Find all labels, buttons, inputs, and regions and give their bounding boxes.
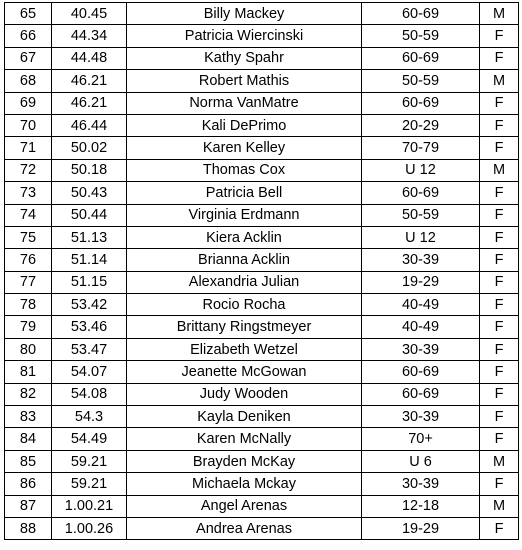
name-cell: Kali DePrimo	[127, 114, 362, 136]
name-cell: Brittany Ringstmeyer	[127, 316, 362, 338]
table-row	[5, 316, 519, 338]
name-cell: Karen Kelley	[127, 137, 362, 159]
place-cell: 79	[5, 316, 52, 338]
time-cell: 46.21	[52, 70, 127, 92]
table-row	[5, 406, 519, 428]
name-cell: Kayla Deniken	[127, 406, 362, 428]
age-group-cell: 60-69	[362, 383, 480, 405]
place-cell: 81	[5, 361, 52, 383]
age-group-cell: 30-39	[362, 338, 480, 360]
name-cell: Angel Arenas	[127, 495, 362, 517]
age-group-cell: 19-29	[362, 271, 480, 293]
table-row	[5, 495, 519, 517]
table-row	[5, 226, 519, 248]
age-group-cell: 40-49	[362, 316, 480, 338]
gender-cell: F	[480, 249, 519, 271]
age-group-cell: 60-69	[362, 361, 480, 383]
gender-cell: F	[480, 361, 519, 383]
table-row	[5, 361, 519, 383]
table-row	[5, 92, 519, 114]
table-row	[5, 70, 519, 92]
table-row	[5, 294, 519, 316]
gender-cell: F	[480, 47, 519, 69]
gender-cell: M	[480, 495, 519, 517]
results-table-body	[5, 3, 519, 540]
time-cell: 53.42	[52, 294, 127, 316]
place-cell: 66	[5, 25, 52, 47]
gender-cell: F	[480, 25, 519, 47]
gender-cell: F	[480, 182, 519, 204]
gender-cell: F	[480, 294, 519, 316]
place-cell: 75	[5, 226, 52, 248]
gender-cell: F	[480, 226, 519, 248]
table-row	[5, 338, 519, 360]
name-cell: Brianna Acklin	[127, 249, 362, 271]
place-cell: 83	[5, 406, 52, 428]
time-cell: 44.34	[52, 25, 127, 47]
gender-cell: M	[480, 70, 519, 92]
race-results-table	[4, 2, 519, 540]
name-cell: Kiera Acklin	[127, 226, 362, 248]
age-group-cell: 70-79	[362, 137, 480, 159]
age-group-cell: 60-69	[362, 92, 480, 114]
time-cell: 50.44	[52, 204, 127, 226]
time-cell: 59.21	[52, 473, 127, 495]
time-cell: 50.43	[52, 182, 127, 204]
place-cell: 86	[5, 473, 52, 495]
place-cell: 78	[5, 294, 52, 316]
place-cell: 73	[5, 182, 52, 204]
gender-cell: F	[480, 383, 519, 405]
age-group-cell: 40-49	[362, 294, 480, 316]
time-cell: 1.00.26	[52, 517, 127, 539]
gender-cell: F	[480, 406, 519, 428]
place-cell: 88	[5, 517, 52, 539]
time-cell: 51.15	[52, 271, 127, 293]
name-cell: Brayden McKay	[127, 450, 362, 472]
time-cell: 54.08	[52, 383, 127, 405]
table-row	[5, 450, 519, 472]
time-cell: 54.49	[52, 428, 127, 450]
place-cell: 65	[5, 3, 52, 25]
place-cell: 71	[5, 137, 52, 159]
age-group-cell: U 12	[362, 226, 480, 248]
gender-cell: F	[480, 316, 519, 338]
table-row	[5, 137, 519, 159]
age-group-cell: 50-59	[362, 25, 480, 47]
place-cell: 76	[5, 249, 52, 271]
gender-cell: M	[480, 450, 519, 472]
age-group-cell: 30-39	[362, 473, 480, 495]
table-row	[5, 3, 519, 25]
gender-cell: F	[480, 137, 519, 159]
table-row	[5, 517, 519, 539]
place-cell: 74	[5, 204, 52, 226]
time-cell: 50.18	[52, 159, 127, 181]
name-cell: Elizabeth Wetzel	[127, 338, 362, 360]
time-cell: 53.46	[52, 316, 127, 338]
age-group-cell: 50-59	[362, 204, 480, 226]
gender-cell: M	[480, 159, 519, 181]
place-cell: 69	[5, 92, 52, 114]
time-cell: 1.00.21	[52, 495, 127, 517]
table-row	[5, 383, 519, 405]
gender-cell: F	[480, 92, 519, 114]
time-cell: 53.47	[52, 338, 127, 360]
time-cell: 54.3	[52, 406, 127, 428]
time-cell: 44.48	[52, 47, 127, 69]
place-cell: 82	[5, 383, 52, 405]
time-cell: 59.21	[52, 450, 127, 472]
table-row	[5, 428, 519, 450]
table-row	[5, 159, 519, 181]
age-group-cell: 19-29	[362, 517, 480, 539]
place-cell: 84	[5, 428, 52, 450]
gender-cell: F	[480, 338, 519, 360]
name-cell: Andrea Arenas	[127, 517, 362, 539]
name-cell: Karen McNally	[127, 428, 362, 450]
name-cell: Patricia Wiercinski	[127, 25, 362, 47]
age-group-cell: U 12	[362, 159, 480, 181]
place-cell: 67	[5, 47, 52, 69]
table-row	[5, 271, 519, 293]
name-cell: Judy Wooden	[127, 383, 362, 405]
place-cell: 87	[5, 495, 52, 517]
table-row	[5, 47, 519, 69]
age-group-cell: 50-59	[362, 70, 480, 92]
age-group-cell: U 6	[362, 450, 480, 472]
gender-cell: F	[480, 204, 519, 226]
gender-cell: F	[480, 114, 519, 136]
table-row	[5, 249, 519, 271]
age-group-cell: 12-18	[362, 495, 480, 517]
name-cell: Patricia Bell	[127, 182, 362, 204]
name-cell: Rocio Rocha	[127, 294, 362, 316]
table-row	[5, 25, 519, 47]
age-group-cell: 60-69	[362, 3, 480, 25]
name-cell: Kathy Spahr	[127, 47, 362, 69]
name-cell: Robert Mathis	[127, 70, 362, 92]
place-cell: 70	[5, 114, 52, 136]
age-group-cell: 60-69	[362, 47, 480, 69]
time-cell: 54.07	[52, 361, 127, 383]
table-row	[5, 204, 519, 226]
name-cell: Norma VanMatre	[127, 92, 362, 114]
age-group-cell: 30-39	[362, 406, 480, 428]
name-cell: Virginia Erdmann	[127, 204, 362, 226]
age-group-cell: 20-29	[362, 114, 480, 136]
place-cell: 77	[5, 271, 52, 293]
time-cell: 40.45	[52, 3, 127, 25]
name-cell: Michaela Mckay	[127, 473, 362, 495]
table-row	[5, 473, 519, 495]
table-row	[5, 114, 519, 136]
time-cell: 46.44	[52, 114, 127, 136]
name-cell: Thomas Cox	[127, 159, 362, 181]
time-cell: 50.02	[52, 137, 127, 159]
table-row	[5, 182, 519, 204]
place-cell: 85	[5, 450, 52, 472]
age-group-cell: 70+	[362, 428, 480, 450]
gender-cell: M	[480, 3, 519, 25]
name-cell: Billy Mackey	[127, 3, 362, 25]
gender-cell: F	[480, 473, 519, 495]
age-group-cell: 60-69	[362, 182, 480, 204]
gender-cell: F	[480, 428, 519, 450]
place-cell: 68	[5, 70, 52, 92]
time-cell: 51.14	[52, 249, 127, 271]
place-cell: 80	[5, 338, 52, 360]
gender-cell: F	[480, 271, 519, 293]
place-cell: 72	[5, 159, 52, 181]
gender-cell: F	[480, 517, 519, 539]
name-cell: Alexandria Julian	[127, 271, 362, 293]
time-cell: 51.13	[52, 226, 127, 248]
age-group-cell: 30-39	[362, 249, 480, 271]
time-cell: 46.21	[52, 92, 127, 114]
name-cell: Jeanette McGowan	[127, 361, 362, 383]
